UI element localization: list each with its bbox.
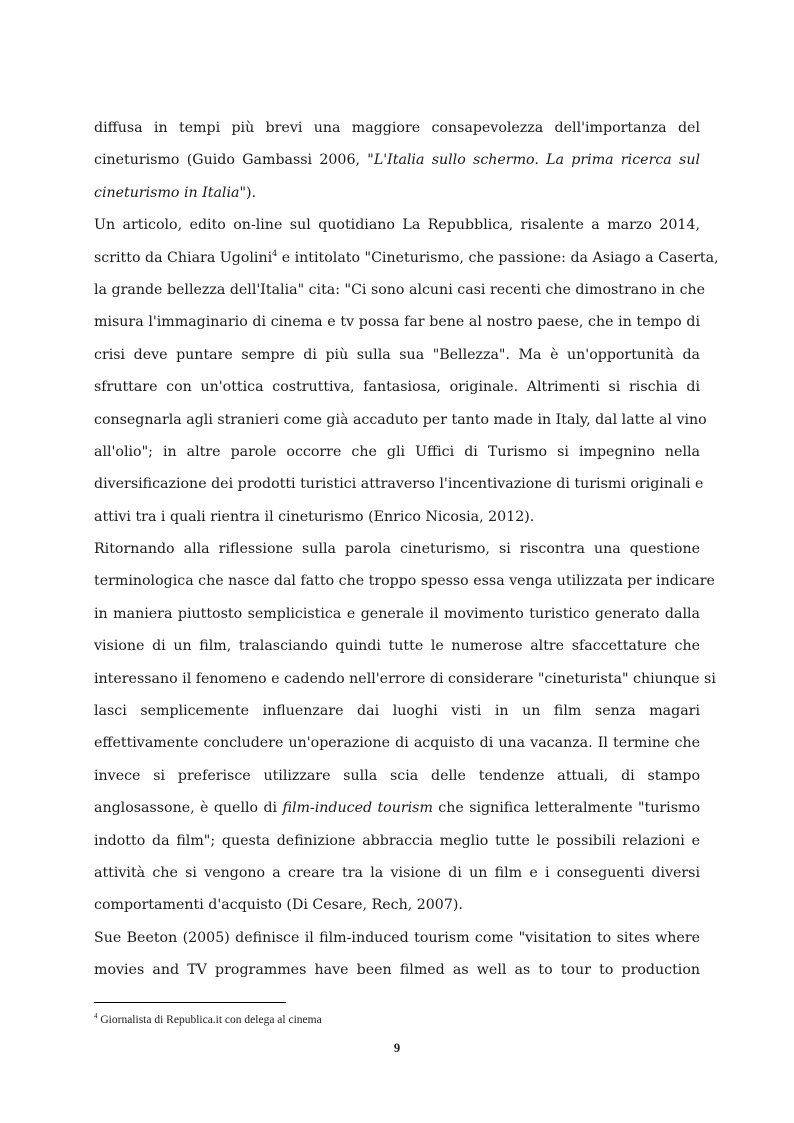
footnote-ref: 4 [272, 248, 278, 258]
text-line: la grande bellezza dell'Italia" cita: "Ci sono alcuni casi recenti che dimostrano in che [94, 281, 706, 298]
text-line: misura l'immaginario di cinema e tv possa far bene al nostro paese, che in tempo di [94, 314, 700, 331]
footnote-separator [94, 1002, 286, 1003]
text-line: diversificazione dei prodotti turistici attraverso l'incentivazione di turismi originali e [94, 476, 704, 493]
text-line: invece si preferisce utilizzare sulla scia delle tendenze attuali, di stampo [94, 767, 700, 784]
text-line: consegnarla agli stranieri come già accaduto per tanto made in Italy, dal latte al vino [94, 411, 707, 428]
text-line [94, 792, 700, 824]
footnote-text: Giornalista di Republica.it con delega al cinema [97, 1014, 322, 1026]
footnote-number: 4 [94, 1012, 98, 1020]
text-line [94, 242, 719, 274]
text-line: visione di un film, tralasciando quindi tutte le numerose altre sfaccettature che [94, 638, 700, 655]
text-line: terminologica che nasce dal fatto che troppo spesso essa venga utilizzata per indicare [94, 573, 715, 590]
text-line: attività che si vengono a creare tra la visione di un film e i conseguenti diversi [94, 864, 700, 881]
text-span: anglosassone, è quello di [94, 800, 283, 817]
text-span: che significa letteralmente "turismo [432, 800, 700, 817]
body-text [94, 112, 719, 987]
text-span: cineturismo (Guido Gambassi 2006, " [94, 152, 374, 169]
footnote [94, 1014, 322, 1026]
text-line: lasci semplicemente influenzare dai luoghi visti in un film senza magari [94, 703, 700, 720]
text-line: diffusa in tempi più brevi una maggiore consapevolezza dell'importanza del [94, 120, 700, 136]
text-line: movies and TV programmes have been filmed as well as to tour to production [94, 962, 700, 979]
text-line: all'olio"; in altre parole occorre che gli Uffici di Turismo si impegnino nella [94, 443, 700, 460]
text-line: Un articolo, edito on-line sul quotidiano La Repubblica, risalente a marzo 2014, [94, 217, 700, 234]
text-line: indotto da film"; questa definizione abbraccia meglio tutte le possibili relazioni e [94, 832, 700, 849]
page-number: 9 [393, 1041, 401, 1055]
text-span: scritto da Chiara Ugolini [94, 249, 273, 266]
text-line: interessano il fenomeno e cadendo nell'errore di considerare "cineturista" chiunque si [94, 670, 716, 687]
text-line [94, 144, 700, 176]
text-span: e intitolato "Cineturismo, che passione: da Asiago a Caserta, [277, 249, 719, 266]
italic-text: L'Italia sullo schermo. La prima ricerca sul [373, 152, 700, 169]
text-line: comportamenti d'acquisto (Di Cesare, Rech, 2007). [94, 897, 463, 914]
text-line: sfruttare con un'ottica costruttiva, fantasiosa, originale. Altrimenti si rischia di [94, 379, 700, 396]
text-line: Ritornando alla riflessione sulla parola cineturismo, si riscontra una questione [94, 541, 700, 558]
text-line [94, 177, 700, 209]
text-line: effettivamente concludere un'operazione di acquisto di una vacanza. Il termine che [94, 735, 700, 752]
text-line: Sue Beeton (2005) definisce il film-induced tourism come "visitation to sites where [94, 929, 700, 946]
text-line: crisi deve puntare sempre di più sulla sua "Bellezza". Ma è un'opportunità da [94, 346, 700, 363]
italic-text: film-induced tourism [282, 800, 433, 817]
italic-text: cineturismo in Italia [94, 184, 240, 201]
text-span: "). [239, 184, 257, 201]
text-line: in maniera piuttosto semplicistica e generale il movimento turistico generato dalla [94, 605, 700, 622]
text-line: attivi tra i quali rientra il cineturismo (Enrico Nicosia, 2012). [94, 508, 535, 525]
